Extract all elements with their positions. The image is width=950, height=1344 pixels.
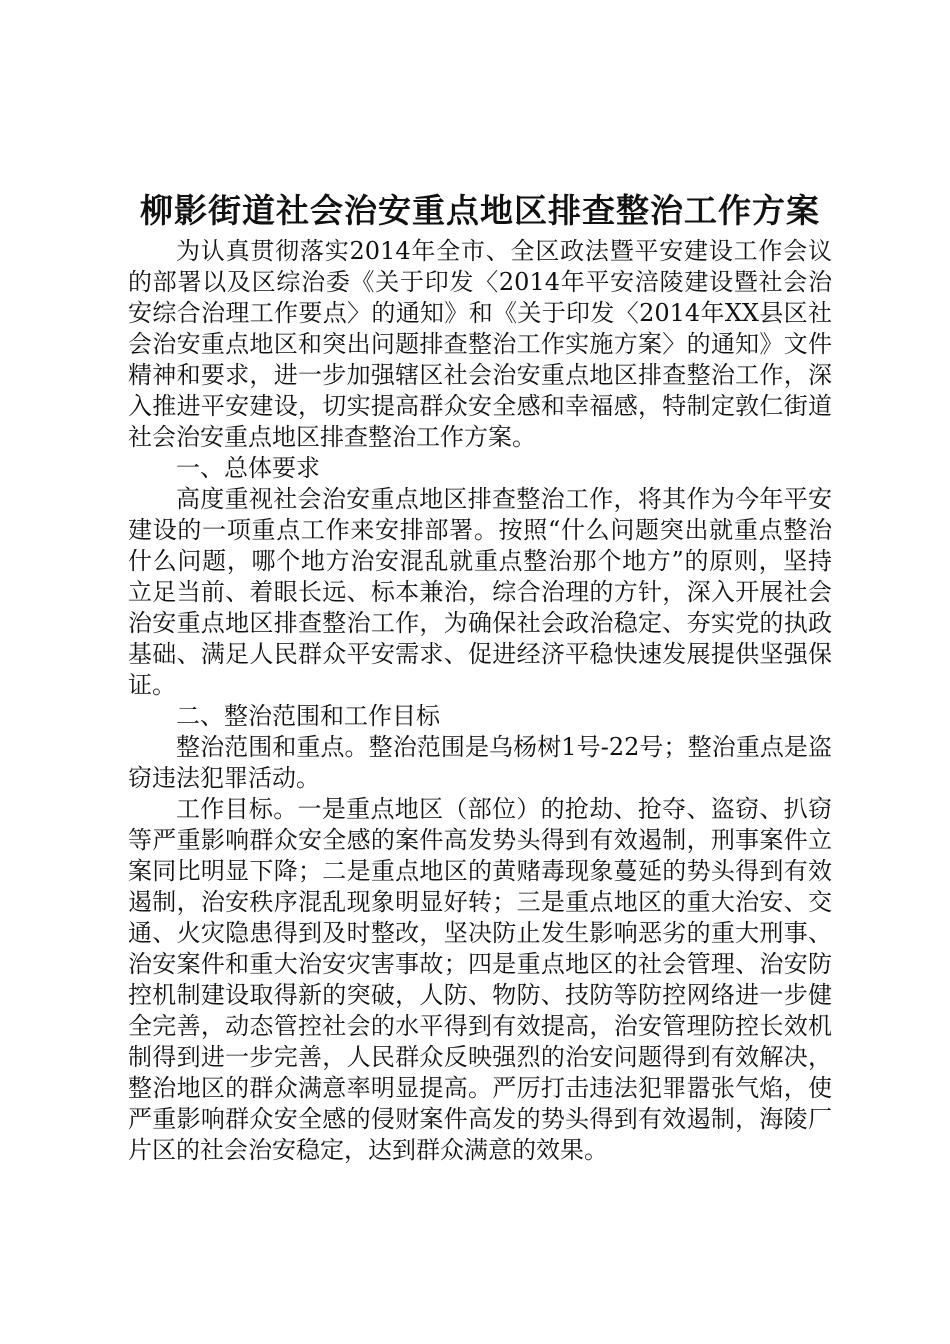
- section-heading-scope-and-goals: 二、整治范围和工作目标: [176, 702, 440, 730]
- goals-paragraph: 工作目标。一是重点地区（部位）的抢劫、抢夺、盗窃、扒窃等严重影响群众安全感的案件高发势头得到有效遏制，刑事案件立案同比明显下降；二是重点地区的黄赌毒现象蔓延的势头得到有效遏制，治安秩序混乱现象明显好转；三是重点地区的重大治安、交通、火灾隐患得到及时整改，坚决防止发生影响恶劣的重大刑事、治安案件和重大治安灾害事故；四是重点地区的社会管理、治安防控机制建设取得新的突破，人防、物防、技防等防控网络进一步健全完善，动态管控社会的水平得到有效提高，治安管理防控长效机制得到进一步完善，人民群众反映强烈的治安问题得到有效解决，整治地区的群众满意率明显提高。严厉打击违法犯罪嚣张气焰，使严重影响群众安全感的侵财案件高发的势头得到有效遏制，海陵厂片区的社会治安稳定，达到群众满意的效果。: [128, 795, 832, 1164]
- document-title: 柳影街道社会治安重点地区排查整治工作方案: [140, 191, 820, 230]
- scope-paragraph: 整治范围和重点。整治范围是乌杨树1号-22号；整治重点是盗窃违法犯罪活动。: [128, 733, 832, 792]
- document-page: [128, 188, 832, 1166]
- intro-paragraph: 为认真贯彻落实2014年全市、全区政法暨平安建设工作会议的部署以及区综治委《关于印发〈2014年平安涪陵建设暨社会治安综合治理工作要点〉的通知》和《关于印发〈2014年XX县区社会治安重点地区和突出问题排查整治工作实施方案〉的通知》文件精神和要求，进一步加强辖区社会治安重点地区排查整治工作，深入推进平安建设，切实提高群众安全感和幸福感，特制定敦仁街道社会治安重点地区排查整治工作方案。: [128, 237, 832, 451]
- general-requirements-paragraph: 高度重视社会治安重点地区排查整治工作，将其作为今年平安建设的一项重点工作来安排部署。按照“什么问题突出就重点整治什么问题，哪个地方治安混乱就重点整治那个地方”的原则，坚持立足当前、着眼长远、标本兼治，综合治理的方针，深入开展社会治安重点地区排查整治工作，为确保社会政治稳定、夯实党的执政基础、满足人民群众平安需求、促进经济平稳快速发展提供坚强保证。: [128, 485, 832, 699]
- section-heading-general-requirements: 一、总体要求: [176, 454, 320, 482]
